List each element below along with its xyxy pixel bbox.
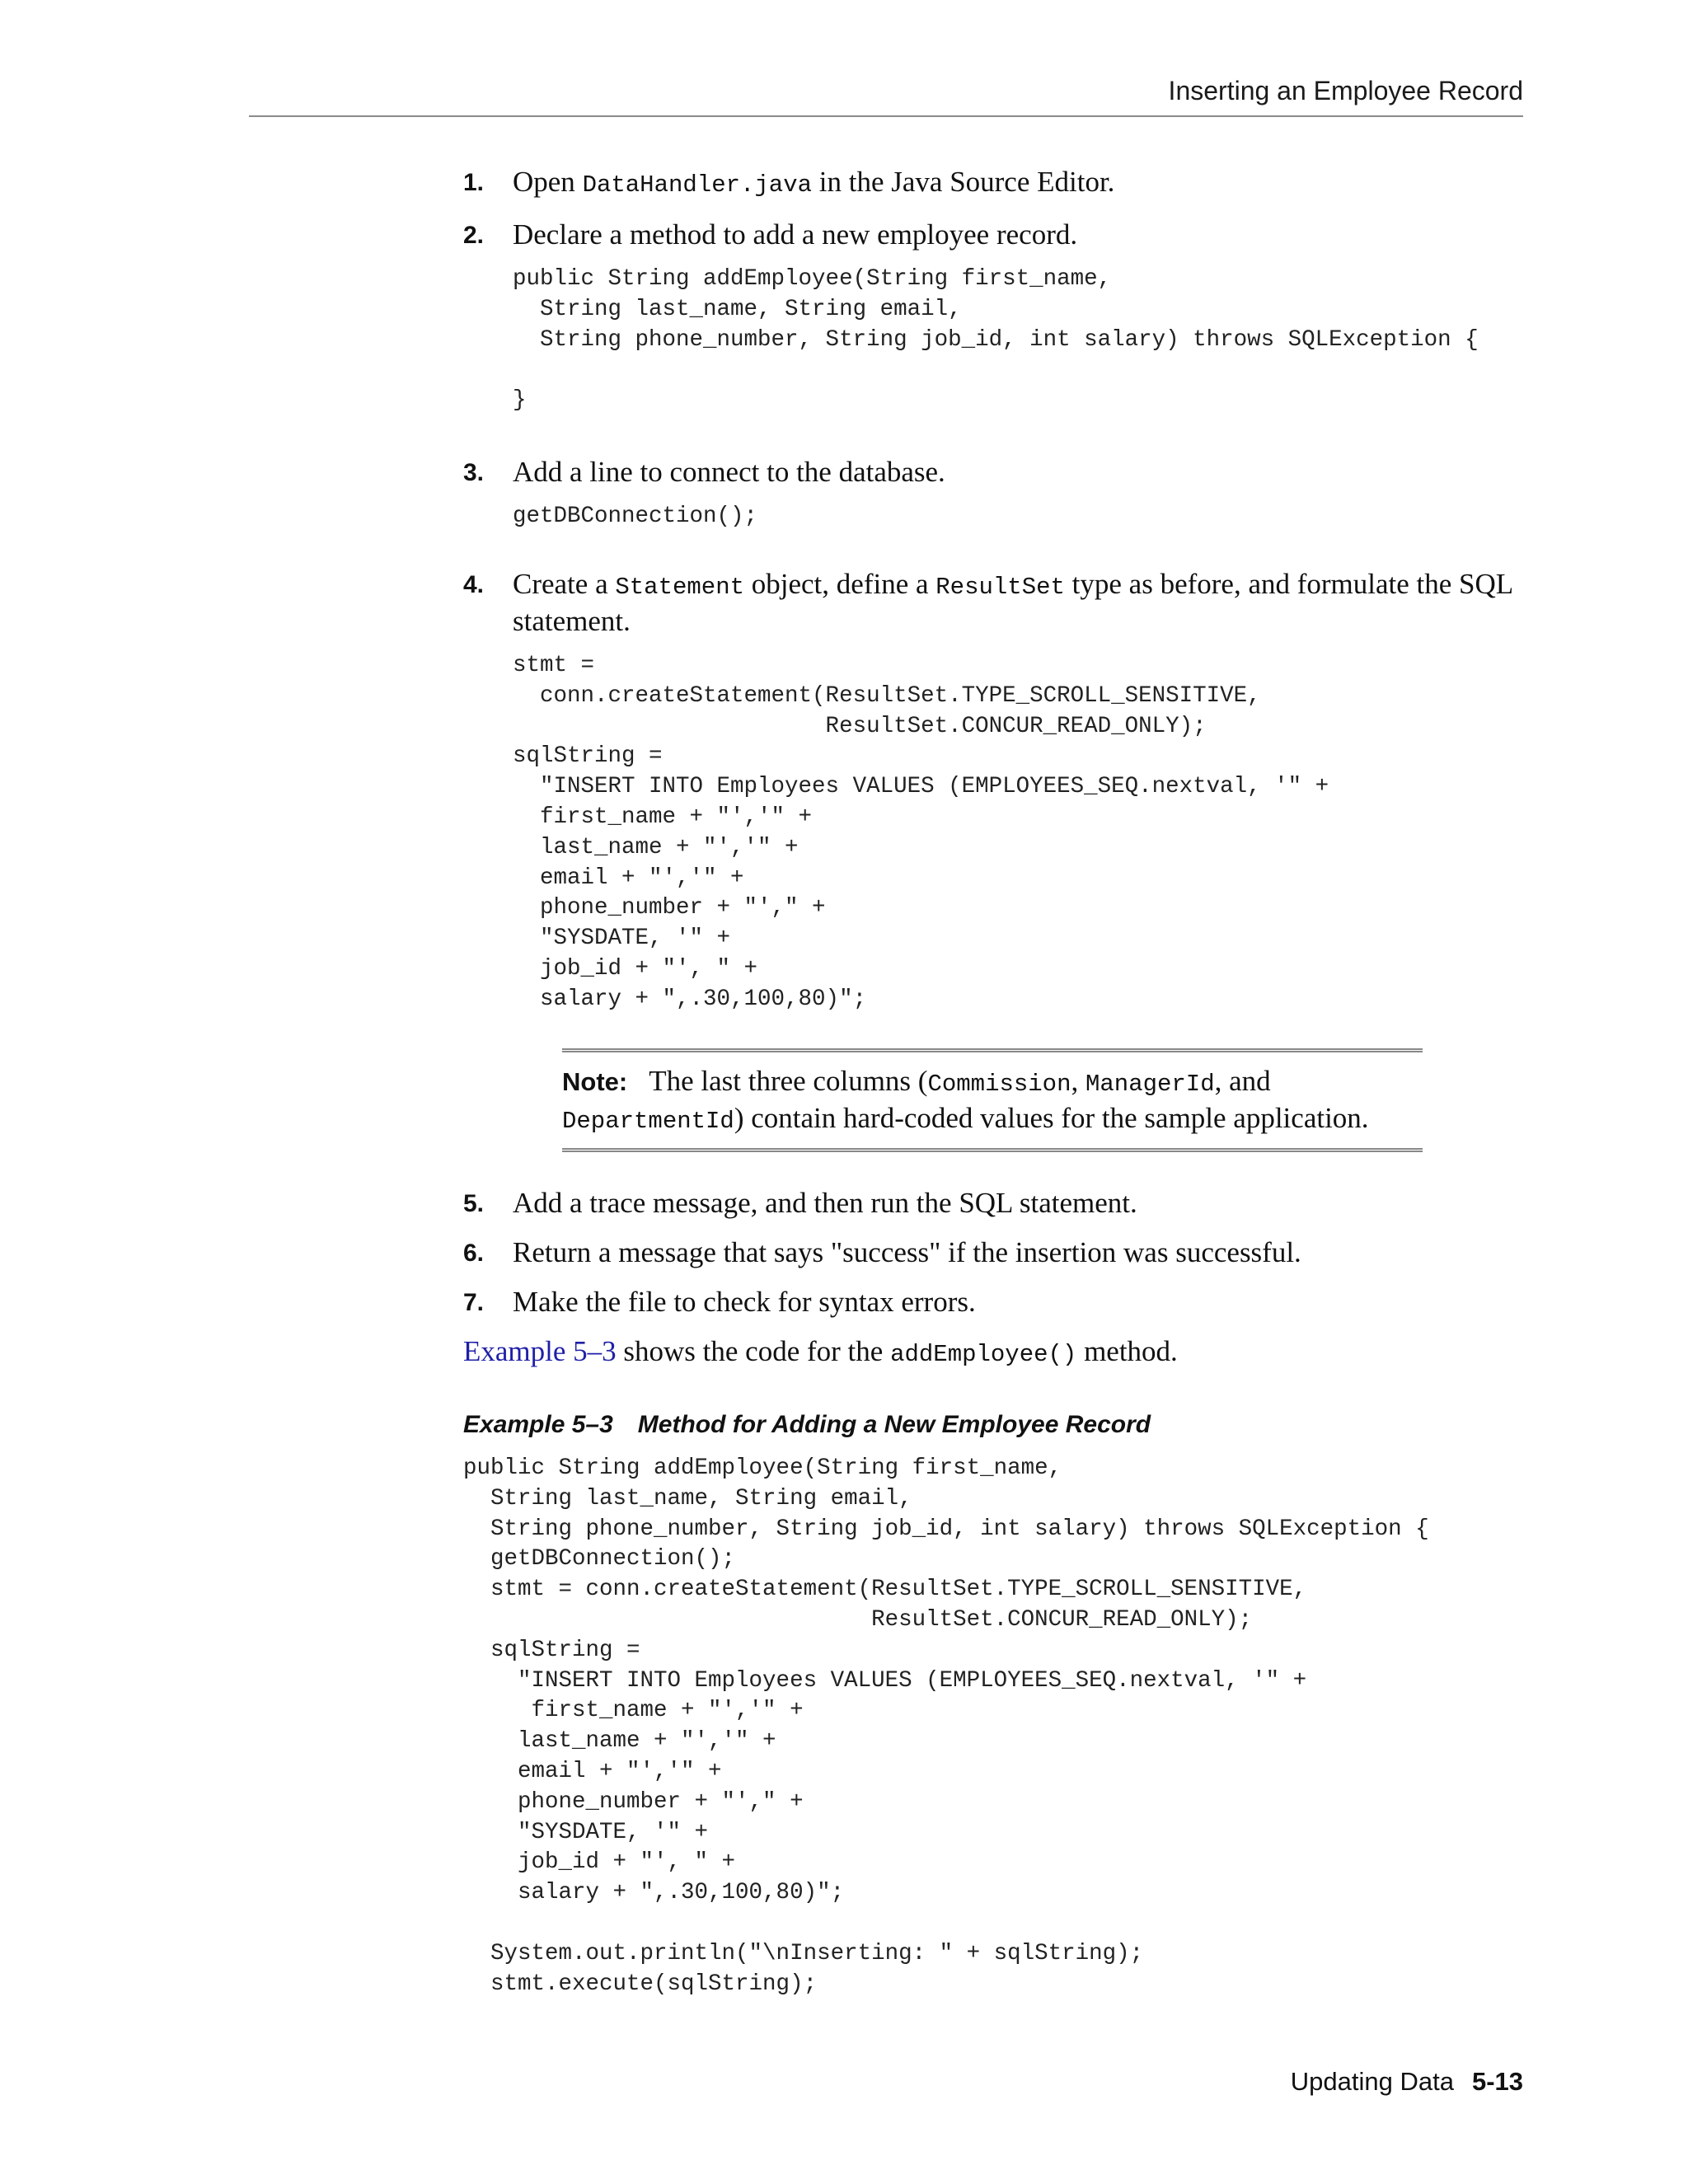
connect-code: getDBConnection(); bbox=[513, 504, 758, 529]
step-number: 5. bbox=[463, 1190, 485, 1217]
step-text: Return a message that says "success" if the insertion was successful. bbox=[513, 1236, 1301, 1268]
example-link[interactable]: Example 5–3 bbox=[463, 1335, 617, 1367]
resultset-code: ResultSet bbox=[935, 574, 1065, 601]
step-5 bbox=[463, 1186, 1526, 1220]
step-number: 7. bbox=[463, 1289, 485, 1316]
step-number: 2. bbox=[463, 222, 485, 249]
page-footer bbox=[1291, 2067, 1523, 2097]
reference-text: shows the code for the bbox=[616, 1335, 891, 1367]
reference-text: method. bbox=[1076, 1335, 1178, 1367]
step-number: 6. bbox=[463, 1240, 485, 1267]
step-2 bbox=[463, 218, 1526, 251]
header-rule bbox=[249, 115, 1523, 117]
instructions-step-3 bbox=[463, 455, 1526, 532]
step-1 bbox=[463, 165, 1526, 202]
manager-id-code: ManagerId bbox=[1085, 1071, 1215, 1098]
file-name-code: DataHandler.java bbox=[582, 171, 813, 199]
step-text: Open bbox=[513, 166, 583, 198]
footer-section: Updating Data bbox=[1290, 2067, 1454, 2096]
declare-method-code: public String addEmployee(String first_name, String last_name, String email, String phone_number, String job_id, int salary) throws SQLException { } bbox=[513, 266, 1479, 414]
example-title: Method for Adding a New Employee Record bbox=[637, 1411, 1151, 1438]
example-code: public String addEmployee(String first_name, String last_name, String email, String phone_number, String job_id, int salary) throws SQLException { getDBConnection(); stmt = conn.createStatement(ResultSet.TYPE_SCROLL_SENSITIVE, ResultSet.CONCUR_READ_ONLY); sqlString = "INSERT INTO Employees VALUES (EMPLOYEES_SEQ.nextval, '" + first_name + "','" + last_name + "','" + email + "','" + phone_number + "'," + "SYSDATE, '" + job_id + "', " + salary + ",.30,100,80)"; System.out.println("\nInserting: " + sqlString); stmt.execute(sqlString); bbox=[463, 1455, 1429, 1997]
example-caption bbox=[463, 1411, 1151, 1439]
page-number: 5-13 bbox=[1471, 2067, 1523, 2096]
step-text: Add a line to connect to the database. bbox=[513, 456, 945, 488]
statement-code: Statement bbox=[615, 574, 745, 601]
step-number: 4. bbox=[463, 571, 485, 598]
step-text: in the Java Source Editor. bbox=[812, 166, 1115, 198]
commission-code: Commission bbox=[927, 1071, 1071, 1098]
method-name-code: addEmployee() bbox=[890, 1341, 1077, 1368]
step-6 bbox=[463, 1235, 1526, 1269]
step-text: type as before, and formulate the SQL statement. bbox=[513, 568, 1512, 637]
note-label: Note: bbox=[562, 1067, 628, 1096]
note-text: ) contain hard-coded values for the sample application. bbox=[734, 1102, 1369, 1134]
instructions-bottom bbox=[463, 1186, 1526, 1371]
instructions-step-4 bbox=[463, 567, 1526, 1015]
step-number: 1. bbox=[463, 169, 485, 196]
statement-sql-code: stmt = conn.createStatement(ResultSet.TYPE_SCROLL_SENSITIVE, ResultSet.CONCUR_READ_ONLY); sqlString = "INSERT INTO Employees VALUES (EMPLOYEES_SEQ.nextval, '" + first_name + "','" + last_name + "','" + email + "','" + phone_number + "'," + "SYSDATE, '" + job_id + "', " + salary + ",.30,100,80)"; bbox=[513, 653, 1329, 1012]
step-text: Declare a method to add a new employee record. bbox=[513, 218, 1078, 251]
example-reference bbox=[463, 1334, 1526, 1371]
step-7 bbox=[463, 1285, 1526, 1319]
example-number: Example 5–3 bbox=[463, 1411, 613, 1438]
department-id-code: DepartmentId bbox=[562, 1108, 734, 1135]
step-text: Make the file to check for syntax errors. bbox=[513, 1286, 976, 1318]
step-text: Add a trace message, and then run the SQL statement. bbox=[513, 1187, 1137, 1219]
note-text: , bbox=[1071, 1065, 1085, 1097]
note-box bbox=[562, 1048, 1423, 1152]
step-text: object, define a bbox=[744, 568, 936, 600]
running-header-title: Inserting an Employee Record bbox=[1168, 76, 1523, 105]
note-text: , and bbox=[1214, 1065, 1271, 1097]
step-4 bbox=[463, 567, 1551, 638]
note-text: The last three columns ( bbox=[649, 1065, 928, 1097]
step-text: Create a bbox=[513, 568, 616, 600]
step-number: 3. bbox=[463, 459, 485, 486]
instructions-top bbox=[463, 165, 1526, 416]
step-3 bbox=[463, 455, 1526, 489]
